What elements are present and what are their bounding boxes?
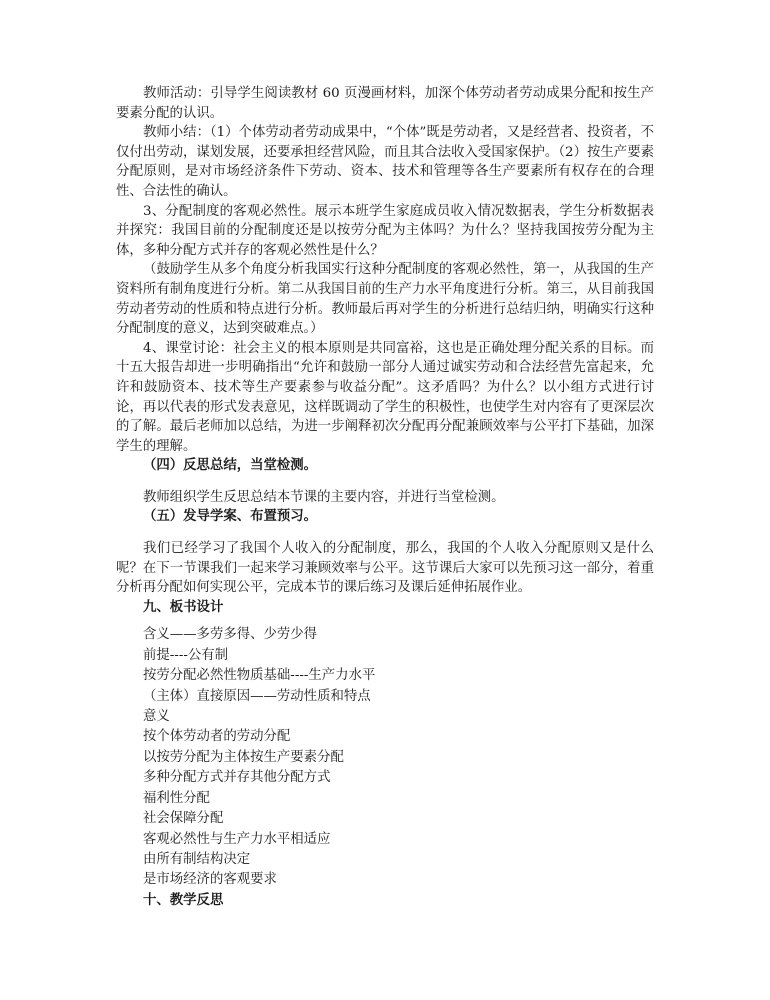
section-heading-reflection-test: （四）反思总结，当堂检测。 <box>143 458 318 474</box>
board-line: 是市场经济的客观要求 <box>143 872 277 888</box>
paragraph-reflection-test: 教师组织学生反思总结本节课的主要内容，并进行当堂检测。 <box>143 489 505 505</box>
board-line: 福利性分配 <box>143 790 210 806</box>
section-heading-preview: （五）发导学案、布置预习。 <box>143 509 318 525</box>
document-content <box>116 84 654 910</box>
section-heading-teaching-reflection: 十、教学反思 <box>143 892 224 908</box>
board-line: 按个体劳动者的劳动分配 <box>143 729 291 745</box>
board-line: 由所有制结构决定 <box>143 851 251 867</box>
board-line: 意义 <box>143 709 170 725</box>
paragraph-preview: 我们已经学习了我国个人收入的分配制度，那么，我国的个人收入分配原则又是什么呢？在下一节课我们一起来学习兼顾效率与公平。这节课后大家可以先预习这一部分，着重分析再分配如何实现公平，完成本节的课后练习及课后延伸拓展作业。 <box>116 541 654 596</box>
board-line: 含义——多劳多得、少劳少得 <box>143 627 318 643</box>
paragraph-class-discussion: 4、课堂讨论：社会主义的根本原则是共同富裕，这也是正确处理分配关系的目标。而十五大报告却进一步明确指出“允许和鼓励一部分人通过诚实劳动和合法经营先富起来，允许和鼓励资本、技术等生产要素参与收益分配”。这矛盾吗？为什么？以小组方式进行讨论，再以代表的形式发表意见，这样既调动了学生的积极性，也使学生对内容有了更深层次的了解。最后老师加以总结，为进一步阐释初次分配再分配兼顾效率与公平打下基础，加深学生的理解。 <box>116 340 654 454</box>
board-line: 多种分配方式并存其他分配方式 <box>143 770 331 786</box>
paragraph-distribution-necessity: 3、分配制度的客观必然性。展示本班学生家庭成员收入情况数据表，学生分析数据表并探究：我国目前的分配制度还是以按劳分配为主体吗？为什么？坚持我国按劳分配为主体，多种分配方式并存的客观必然性是什么？ <box>116 203 654 258</box>
board-line: 客观必然性与生产力水平相适应 <box>143 831 331 847</box>
board-line: （主体）直接原因——劳动性质和特点 <box>143 688 371 704</box>
board-line: 社会保障分配 <box>143 811 224 827</box>
paragraph-teacher-activity: 教师活动：引导学生阅读教材 60 页漫画材料，加深个体劳动者劳动成果分配和按生产要素分配的认识。 <box>116 86 654 121</box>
board-design-list <box>116 625 654 890</box>
board-line: 以按劳分配为主体按生产要素分配 <box>143 749 344 765</box>
board-line: 前提----公有制 <box>143 647 229 663</box>
board-line: 按劳分配必然性物质基础----生产力水平 <box>143 668 376 684</box>
section-heading-board-design: 九、板书设计 <box>143 599 224 615</box>
paragraph-encourage-analysis: （鼓励学生从多个角度分析我国实行这种分配制度的客观必然性，第一，从我国的生产资料所有制角度进行分析。第二从我国目前的生产力水平角度进行分析。第三，从目前我国劳动者劳动的性质和特点进行分析。教师最后再对学生的分析进行总结归纳，明确实行这种分配制度的意义，达到突破难点。） <box>116 262 654 337</box>
paragraph-teacher-summary: 教师小结：（1）个体劳动者劳动成果中，“个体”既是劳动者，又是经营者、投资者，不仅付出劳动，谋划发展，还要承担经营风险，而且其合法收入受国家保护。（2）按生产要素分配原则，是对市场经济条件下劳动、资本、技术和管理等各生产要素所有权存在的合理性、合法性的确认。 <box>116 125 654 199</box>
